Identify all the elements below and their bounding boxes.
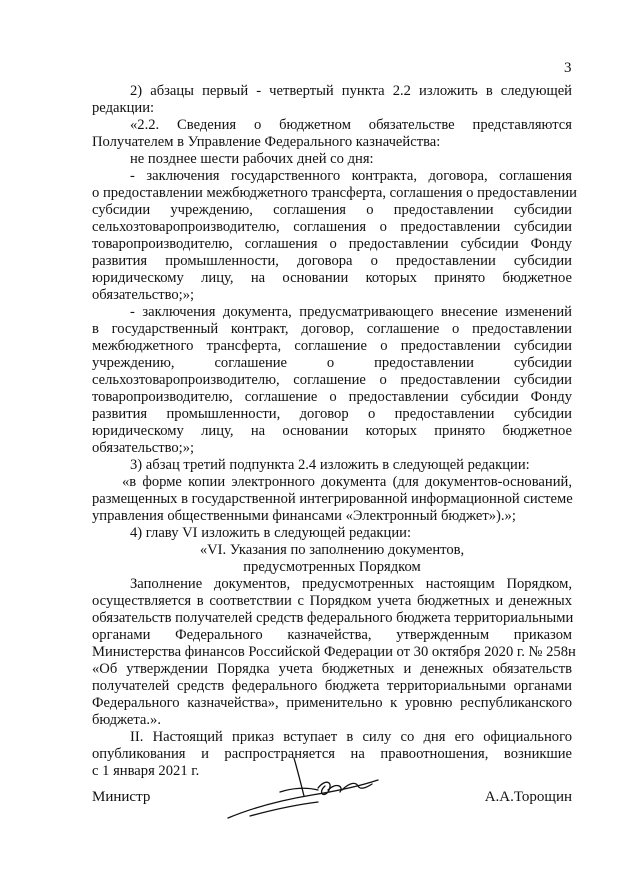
text-line: - заключения государственного контракта, договора, соглашения [130,168,572,184]
handwritten-signature [222,752,382,827]
text-line: управления общественными финансами «Электронный бюджет»).»; [92,508,516,524]
text-line: юридическому лицу, на основании которых принято бюджетное [92,423,572,439]
text-line: не позднее шести рабочих дней со дня: [130,151,374,167]
text-line: сельхозтоваропроизводителю, соглашения о предоставлении субсидии [92,219,572,235]
text-line: «в форме копии электронного документа (для документов-оснований, [122,474,572,490]
text-line: 3) абзац третий подпункта 2.4 изложить в следующей редакции: [130,457,530,473]
text-line: юридическому лицу, на основании которых принято бюджетное [92,270,572,286]
text-line: «2.2. Сведения о бюджетном обязательстве представляются [130,117,572,133]
text-line: товаропроизводителю, соглашения о предоставлении субсидии Фонду [92,236,572,252]
text-line: II. Настоящий приказ вступает в силу со дня его официального [130,729,572,745]
text-line: «Об утверждении Порядка учета бюджетных и денежных обязательств [92,661,572,677]
page-number: 3 [564,60,572,76]
text-line: 2) абзацы первый - четвертый пункта 2.2 изложить в следующей [130,83,572,99]
text-line: обязательство;»; [92,440,195,456]
text-line: 4) главу VI изложить в следующей редакции: [130,525,412,541]
text-line: бюджета.». [92,712,162,728]
text-line: опубликования и распространяется на правоотношения, возникшие [92,746,572,762]
text-line: развития промышленности, договор о предоставлении субсидии [92,406,572,422]
text-line: - заключения документа, предусматривающего внесение изменений [130,304,572,320]
text-line: о предоставлении межбюджетного трансферта, соглашения о предоставлении [92,185,577,201]
text-line: товаропроизводителю, соглашение о предоставлении субсидии Фонду [92,389,572,405]
text-line: субсидии учреждению, соглашения о предоставлении субсидии [92,202,572,218]
chapter-heading: предусмотренных Порядком [243,559,421,575]
text-line: Федерального казначейства», применительно к уровню республиканского [92,695,572,711]
text-line: межбюджетного трансферта, соглашение о предоставлении субсидии [92,338,572,354]
text-line: Получателем в Управление Федерального казначейства: [92,134,441,150]
text-line: Министерства финансов Российской Федерации от 30 октября 2020 г. № 258н [92,644,576,660]
text-line: получателей средств федерального бюджета территориальными органами [92,678,572,694]
text-line: органами Федерального казначейства, утвержденным приказом [92,627,572,643]
signatory-name: А.А.Торощин [484,789,572,805]
text-line: обязательств получателей средств федерального бюджета территориальными [92,610,574,626]
text-line: осуществляется в соответствии с Порядком учета бюджетных и денежных [92,593,572,609]
text-line: развития промышленности, договора о предоставлении субсидии [92,253,572,269]
text-line: размещенных в государственной интегрированной информационной системе [92,491,573,507]
text-line: обязательство;»; [92,287,195,303]
text-line: с 1 января 2021 г. [92,763,200,779]
signatory-role: Министр [92,789,151,805]
text-line: учреждению, соглашение о предоставлении субсидии [92,355,572,371]
text-line: сельхозтоваропроизводителю, соглашение о предоставлении субсидии [92,372,572,388]
text-line: в государственный контракт, договор, соглашение о предоставлении [92,321,572,337]
chapter-heading: «VI. Указания по заполнению документов, [199,542,465,558]
text-line: Заполнение документов, предусмотренных настоящим Порядком, [130,576,572,592]
text-line: редакции: [92,100,155,116]
